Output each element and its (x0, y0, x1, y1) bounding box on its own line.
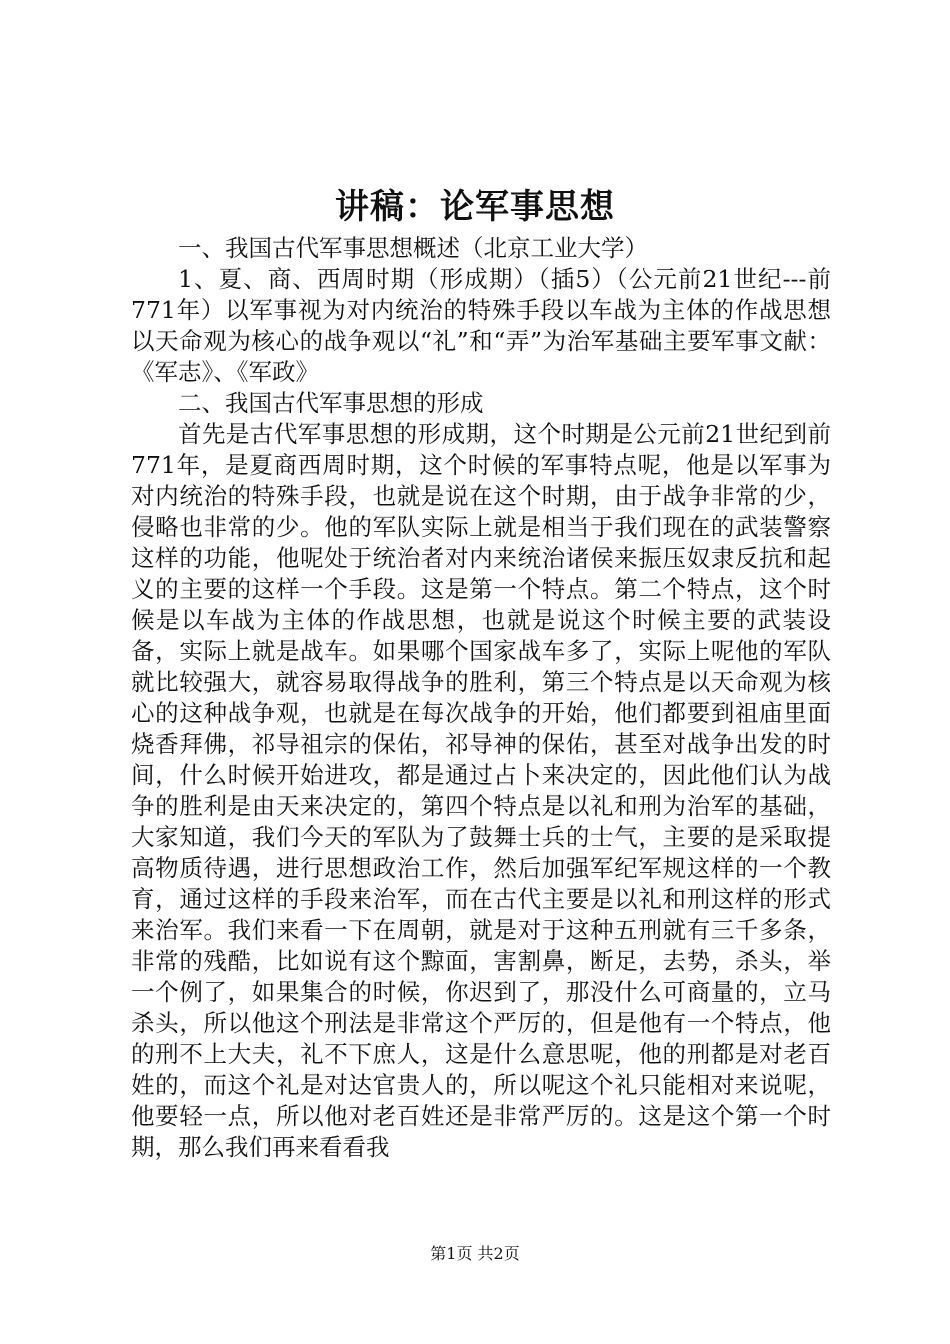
page-footer: 第1页 共2页 (430, 1244, 520, 1263)
heading-overview: 一、我国古代军事思想概述（北京工业大学） (178, 234, 648, 262)
paragraph-xia-shang-zhou: 1、夏、商、西周时期（形成期）（插5）（公元前21世纪---前771年）以军事视为对内统治的特殊手段以车战为主体的作战思想以天命观为核心的战争观以“礼”和“弄”为治军基础主要军事文献：《军志》、《军政》 (131, 265, 831, 386)
document-title: 讲稿：论军事思想 (335, 187, 615, 227)
paragraph-formation-detail: 首先是古代军事思想的形成期，这个时期是公元前21世纪到前771年，是夏商西周时期，这个时候的军事特点呢，他是以军事为对内统治的特殊手段，也就是说在这个时期，由于战争非常的少，侵略也非常的少。他的军队实际上就是相当于我们现在的武装警察这样的功能，他呢处于统治者对内来统治诸侯来振压奴隶反抗和起义的主要的这样一个手段。这是第一个特点。第二个特点，这个时候是以车战为主体的作战思想，也就是说这个时候主要的武装设备，实际上就是战车。如果哪个国家战车多了，实际上呢他的军队就比较强大，就容易取得战争的胜利，第三个特点是以天命观为核心的这种战争观，也就是在每次战争的开始，他们都要到祖庙里面烧香拜佛，祁导祖宗的保佑，祁导神的保佑，甚至对战争出发的时间，什么时候开始进攻，都是通过占卜来决定的，因此他们认为战争的胜利是由天来决定的，第四个特点是以礼和刑为治军的基础，大家知道，我们今天的军队为了鼓舞士兵的士气，主要的是采取提高物质待遇，进行思想政治工作，然后加强军纪军规这样的一个教育，通过这样的手段来治军，而在古代主要是以礼和刑这样的形式来治军。我们来看一下在周朝，就是对于这种五刑就有三千多条，非常的残酷，比如说有这个黥面，害割鼻，断足，去势，杀头，举一个例了，如果集合的时候，你迟到了，那没什么可商量的，立马杀头，所以他这个刑法是非常这个严厉的，但是他有一个特点，他的刑不上大夫，礼不下庶人，这是什么意思呢，他的刑都是对老百姓的，而这个礼是对达官贵人的，所以呢这个礼只能相对来说呢，他要轻一点，所以他对老百姓还是非常严厉的。这是这个第一个时期，那么我们再来看看我 (131, 420, 831, 1161)
document-body (131, 233, 831, 1163)
heading-formation: 二、我国古代军事思想的形成 (178, 389, 484, 417)
